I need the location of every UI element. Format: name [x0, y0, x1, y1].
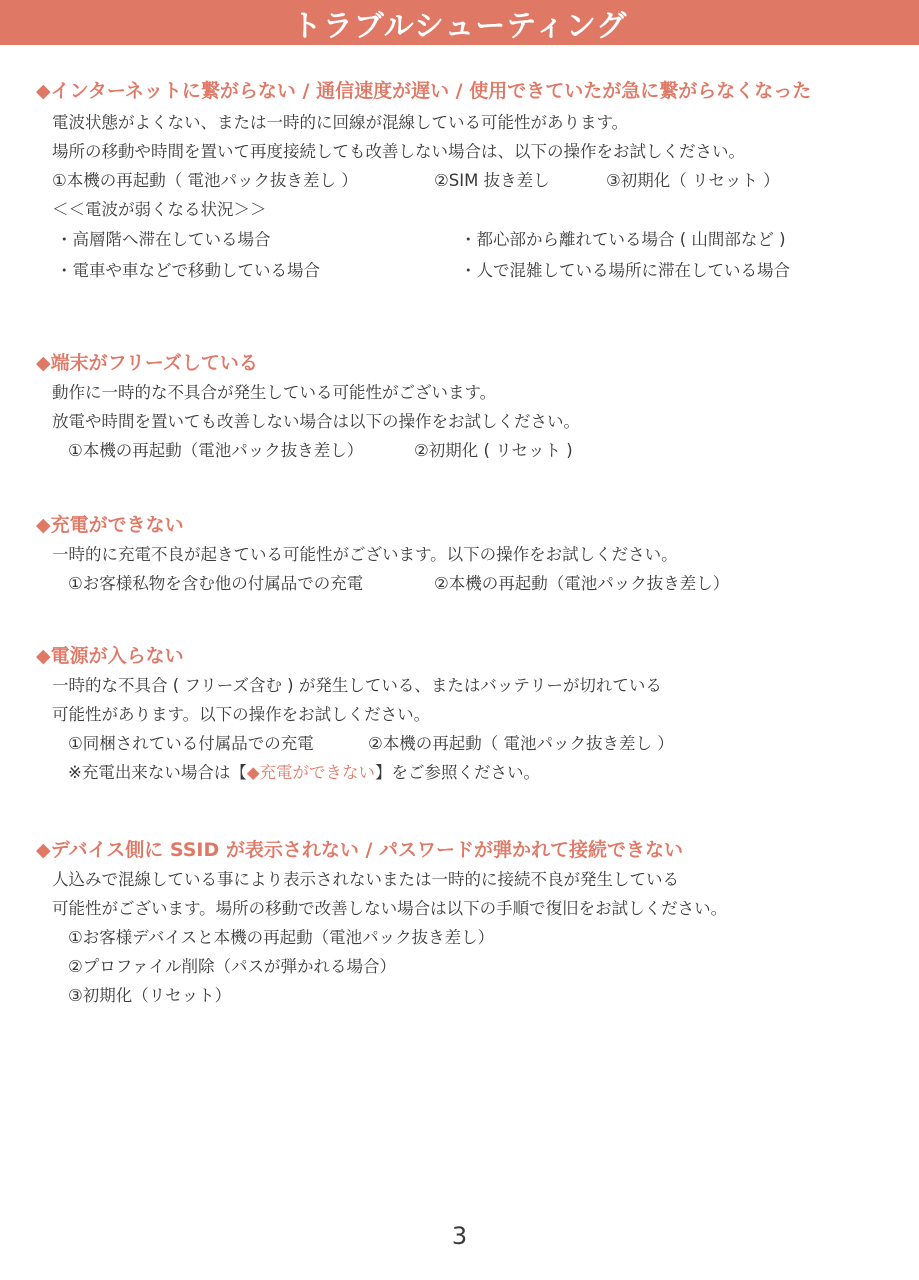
- option-item: ②初期化 ( リセット ): [414, 441, 573, 460]
- section-ssid: [36, 837, 906, 1010]
- step-item: ③初期化（リセット）: [68, 986, 232, 1005]
- option-item: ②本機の再起動（ 電池パック抜き差し ）: [368, 734, 674, 753]
- description-line: 動作に一時的な不具合が発生している可能性がございます。: [52, 383, 497, 402]
- section-freeze: [36, 350, 906, 465]
- page-number: 3: [451, 1222, 468, 1250]
- option-item: ②本機の再起動（電池パック抜き差し）: [434, 574, 730, 593]
- subheading: ＜＜電波が弱くなる状況＞＞: [52, 200, 267, 219]
- description-line: 放電や時間を置いても改善しない場合は以下の操作をお試しください。: [52, 412, 580, 431]
- description-line: 一時的な不具合 ( フリーズ含む ) が発生している、またはバッテリーが切れている: [52, 676, 662, 695]
- bullet-item: ・都心部から離れている場合 ( 山間部など ): [460, 230, 786, 249]
- description-line: 可能性がございます。場所の移動で改善しない場合は以下の手順で復旧をお試しください。: [52, 899, 728, 918]
- section-internet: [36, 78, 906, 286]
- option-item: ②SIM 抜き差し: [434, 171, 550, 190]
- option-item: ③初期化（ リセット ）: [606, 171, 780, 190]
- section-heading: ◆充電ができない: [36, 514, 184, 536]
- option-item: ①本機の再起動（電池パック抜き差し）: [68, 441, 364, 460]
- option-row: [36, 166, 906, 195]
- note-text: 】をご参照ください。: [375, 763, 541, 782]
- step-item: ①お客様デバイスと本機の再起動（電池パック抜き差し）: [68, 928, 495, 947]
- section-heading: ◆デバイス側に SSID が表示されない / パスワードが弾かれて接続できない: [36, 839, 684, 861]
- description-line: 一時的に充電不良が起きている可能性がございます。以下の操作をお試しください。: [52, 545, 678, 564]
- step-item: ②プロファイル削除（パスが弾かれる場合）: [68, 957, 396, 976]
- section-heading: ◆電源が入らない: [36, 645, 184, 667]
- option-item: ①お客様私物を含む他の付属品での充電: [68, 574, 364, 593]
- description-line: 場所の移動や時間を置いて再度接続しても改善しない場合は、以下の操作をお試しください。: [52, 142, 745, 161]
- bullet-item: ・電車や車などで移動している場合: [56, 261, 320, 280]
- description-line: 人込みで混線している事により表示されないまたは一時的に接続不良が発生している: [52, 870, 679, 889]
- note-reference-link: ◆充電ができない: [246, 763, 376, 782]
- reference-note: [36, 758, 906, 787]
- option-row: [36, 436, 906, 465]
- description-line: 可能性があります。以下の操作をお試しください。: [52, 705, 431, 724]
- bullet-item: ・高層階へ滞在している場合: [56, 230, 271, 249]
- note-text: ※充電出来ない場合は【: [68, 763, 247, 782]
- description-line: 電波状態がよくない、または一時的に回線が混線している可能性があります。: [52, 113, 629, 132]
- option-item: ①本機の再起動（ 電池パック抜き差し ）: [52, 171, 358, 190]
- option-item: ①同梱されている付属品での充電: [68, 734, 314, 753]
- title-bar: [0, 0, 919, 45]
- section-heading: ◆インターネットに繋がらない / 通信速度が遅い / 使用できていたが急に繋がらなくなった: [36, 80, 812, 102]
- option-row: [36, 569, 906, 598]
- page-title: トラブルシューティング: [291, 8, 628, 44]
- bullet-row: [36, 224, 906, 255]
- section-charging: [36, 512, 906, 598]
- option-row: [36, 729, 906, 758]
- bullet-item: ・人で混雑している場所に滞在している場合: [460, 261, 790, 280]
- bullet-row: [36, 255, 906, 286]
- section-power: [36, 643, 906, 787]
- section-heading: ◆端末がフリーズしている: [36, 352, 258, 374]
